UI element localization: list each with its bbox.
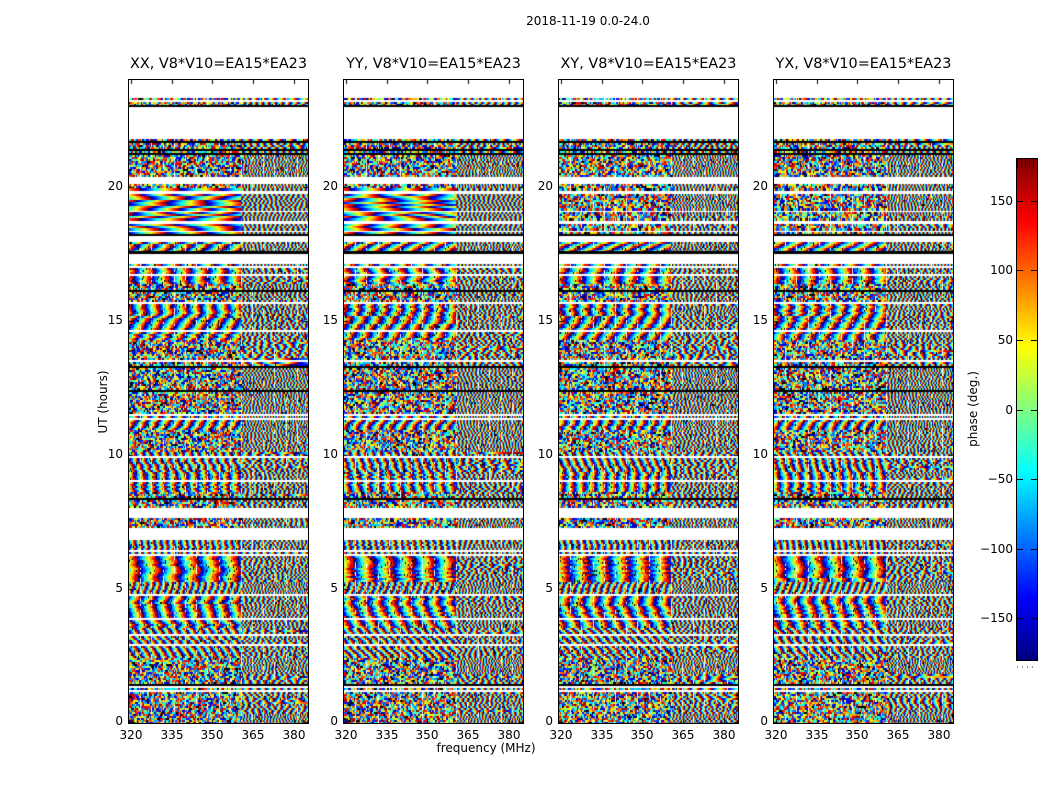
y-tick-label: 0 [115,714,123,728]
panel-title: YY, V8*V10=EA15*EA23 [346,56,521,72]
panel-title: XY, V8*V10=EA15*EA23 [560,56,737,72]
colorbar-hatch-top [1017,159,1037,168]
colorbar-minor-dots [1017,666,1037,668]
x-tick-label: 380 [282,728,306,742]
x-axis-label: frequency (MHz) [436,741,536,755]
colorbar-tick-label: −50 [987,472,1013,486]
panel-xy [558,79,739,724]
x-tick-label: 335 [160,728,184,742]
colorbar-tick-label: 150 [990,194,1013,208]
x-tick-label: 320 [119,728,143,742]
x-tick-label: 365 [456,728,480,742]
y-tick-label: 5 [545,581,553,595]
y-tick-label: 15 [322,313,338,327]
panel-title: YX, V8*V10=EA15*EA23 [775,56,952,72]
waterfall-canvas [774,80,953,723]
panel-title: XX, V8*V10=EA15*EA23 [130,56,307,72]
x-tick-label: 365 [241,728,265,742]
y-tick-label: 5 [115,581,123,595]
x-tick-label: 335 [805,728,829,742]
x-tick-label: 380 [497,728,521,742]
colorbar-tick [1017,270,1023,271]
y-tick-label: 15 [752,313,768,327]
colorbar-tick [1031,340,1037,341]
colorbar-tick-label: 50 [997,333,1013,347]
y-tick-label: 20 [322,179,338,193]
y-tick-label: 0 [545,714,553,728]
x-tick-label: 350 [415,728,439,742]
colorbar-tick [1031,410,1037,411]
y-tick-label: 15 [107,313,123,327]
colorbar-tick [1031,479,1037,480]
y-tick-label: 10 [107,447,123,461]
y-tick-label: 10 [322,447,338,461]
y-tick-label: 0 [330,714,338,728]
x-tick-label: 320 [549,728,573,742]
y-tick-label: 15 [537,313,553,327]
colorbar-tick-label: 100 [990,263,1013,277]
colorbar-tick [1031,549,1037,550]
waterfall-canvas [129,80,308,723]
colorbar-tick [1031,201,1037,202]
y-tick-label: 5 [760,581,768,595]
x-tick-label: 365 [671,728,695,742]
y-tick-label: 10 [537,447,553,461]
x-tick-label: 365 [886,728,910,742]
colorbar-label: phase (deg.) [966,371,980,447]
x-tick-label: 380 [712,728,736,742]
x-tick-label: 320 [764,728,788,742]
colorbar-tick [1017,618,1023,619]
y-tick-label: 20 [752,179,768,193]
figure-title: 2018-11-19 0.0-24.0 [526,14,650,28]
x-tick-label: 350 [630,728,654,742]
colorbar-tick [1031,270,1037,271]
panel-yx [773,79,954,724]
waterfall-canvas [559,80,738,723]
x-tick-label: 320 [334,728,358,742]
x-tick-label: 335 [375,728,399,742]
colorbar-tick-label: −100 [980,542,1013,556]
colorbar-tick [1017,479,1023,480]
x-tick-label: 350 [845,728,869,742]
panel-xx [128,79,309,724]
waterfall-canvas [344,80,523,723]
colorbar-tick [1017,201,1023,202]
y-axis-label: UT (hours) [96,370,110,434]
y-tick-label: 20 [537,179,553,193]
colorbar-tick [1017,549,1023,550]
colorbar-tick-label: 0 [1005,403,1013,417]
x-tick-label: 380 [927,728,951,742]
y-tick-label: 5 [330,581,338,595]
y-tick-label: 20 [107,179,123,193]
colorbar-tick [1031,618,1037,619]
colorbar-hatch-bottom [1017,651,1037,660]
x-tick-label: 335 [590,728,614,742]
colorbar-tick [1017,340,1023,341]
colorbar-tick-label: −150 [980,611,1013,625]
panel-yy [343,79,524,724]
x-tick-label: 350 [200,728,224,742]
colorbar-tick [1017,410,1023,411]
y-tick-label: 10 [752,447,768,461]
y-tick-label: 0 [760,714,768,728]
